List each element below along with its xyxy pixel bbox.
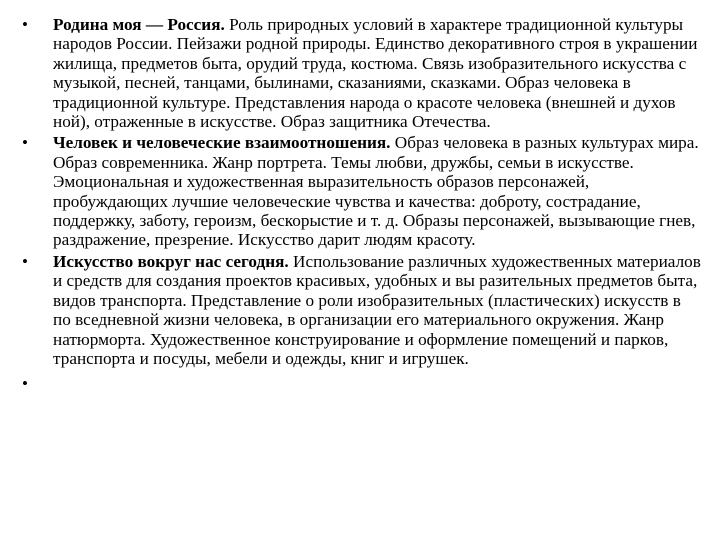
empty-list-item: [22, 374, 702, 394]
list-item: [22, 133, 702, 249]
bullet-icon: •: [22, 15, 28, 34]
item-body: Роль природных условий в характере традиционной культуры народов России. Пейзажи родной природы. Единство декоративного строя в украшении жилища, предметов быта, орудий труда, костюма. Связь изобразительного искусства с музыкой, песней, танцами, былинами, сказаниями, сказками. Образ человека в традиционной культуре. Представления народа о красоте человека (внешней и духов ной), отраженные в искусстве. Образ защитника Отечества.: [53, 15, 698, 132]
item-heading: Родина моя — Россия.: [53, 15, 225, 34]
list-item-text: [53, 15, 702, 131]
list-item-text: [53, 133, 702, 249]
list-item: [22, 252, 702, 368]
list-item: [22, 15, 702, 131]
list-item-text: [53, 252, 702, 368]
item-body: Образ человека в разных культурах мира. Образ современника. Жанр портрета. Темы любви, дружбы, семьи в искусстве. Эмоциональная и художественная выразительность образов персонажей, пробуждающих лучшие человеческие чувства и качества: доброту, сострадание, поддержку, заботу, героизм, бескорыстие и т. д. Образы персонажей, вызывающие гнев, раздражение, презрение. Искусство дарит людям красоту.: [53, 133, 699, 250]
item-heading: Искусство вокруг нас сегодня.: [53, 251, 289, 271]
bullet-icon: •: [22, 374, 28, 394]
bullet-list: [22, 15, 702, 394]
item-body: Использование различных художественных материалов и средств для создания проектов красивых, удобных и вы разительных предметов быта, видов транспорта. Представление о роли изобразительных (пластических) искусств в по вседневной жизни человека, в организации его материального окружения. Жанр натюрморта. Художественное конструирование и оформление помещений и парков, транспорта и посуды, мебели и одежды, книг и игрушек.: [53, 251, 701, 368]
item-heading: Человек и человеческие взаимоотношения.: [53, 133, 391, 153]
bullet-icon: •: [22, 251, 28, 271]
bullet-icon: •: [22, 133, 28, 153]
